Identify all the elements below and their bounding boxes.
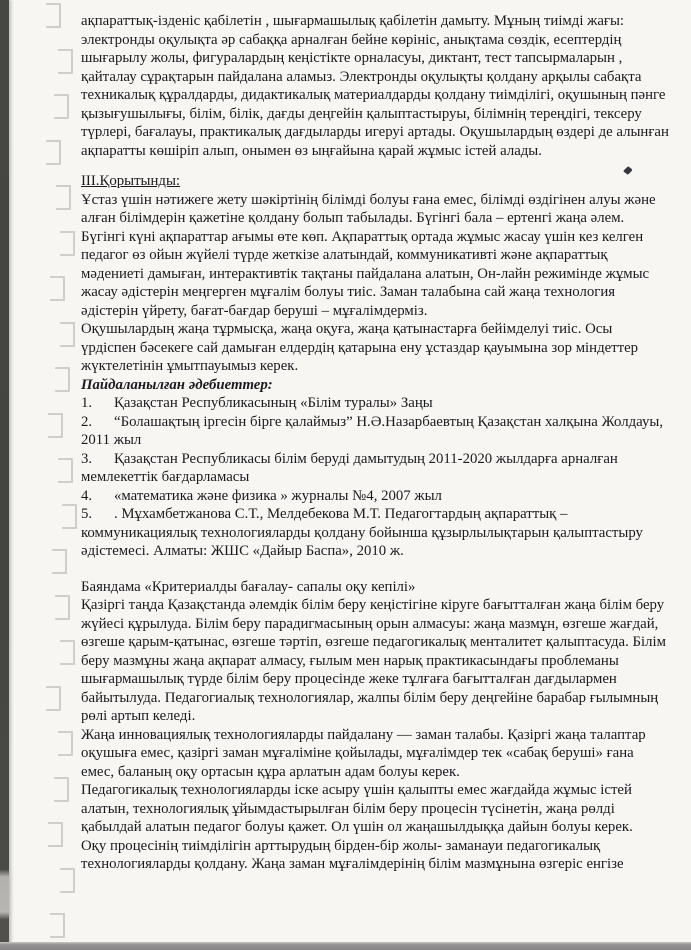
reference-item-2 xyxy=(81,413,670,450)
reference-number: 3. xyxy=(81,450,93,467)
binding-mark xyxy=(48,413,63,438)
section-heading-conclusion: III.Қорытынды: xyxy=(81,173,180,189)
binding-mark xyxy=(60,868,75,893)
reference-text: Қазақстан Республикасының «Білім туралы» Заңы xyxy=(114,395,433,411)
paragraph-conclusion-2: Оқушылардың жаңа тұрмысқа, жаңа оқуға, жаңа қатынастарға бейімделуі тиіс. Осы үрдіспен бәсекеге сай дамыған елдердің қатарына ену ұстаздар қауымына зор міндеттер жүктелетінін ұмытпауымыз керек. xyxy=(81,321,639,374)
binding-mark xyxy=(46,686,61,711)
binding-mark xyxy=(55,367,70,392)
binding-mark xyxy=(46,140,61,165)
reference-number: 2. xyxy=(81,413,93,430)
reference-text: “Болашақтың іргесін бірге қалаймыз” Н.Ә.Назарбаевтың Қазақстан халқына Жолдауы, 2011 жыл xyxy=(81,413,664,448)
binding-mark xyxy=(58,49,73,74)
reference-text: . Мұхамбетжанова С.Т., Мелдебекова М.Т. Педагогтардың ақпараттық – коммуникациялық технологияларды қолдану бойынша құзырлылықтарын қалыптастыру әдістемесі. Алматы: ЖШС «Дайыр Баспа», 2010 ж. xyxy=(81,506,643,559)
binding-mark xyxy=(60,231,75,256)
reference-text: Қазақстан Республикасы білім беруді дамытудың 2011-2020 жылдарға арналған мемлекеттік бағдарламасы xyxy=(81,450,618,485)
binding-mark xyxy=(54,777,69,802)
paragraph-report-2: Жаңа инновациялық технологияларды пайдалану — заман талабы. Қазіргі жаңа талаптар оқушыға емес, қазіргі заман мұғаліміне қойылады, мұғалімдер тек «сабақ беруші» ғана емес, баланың оқу ортасын құра арлатын адам болуы керек. xyxy=(81,726,646,780)
binding-mark xyxy=(50,276,65,301)
report-title: Баяндама «Критериалды бағалау- сапалы оқу кепілі» xyxy=(81,578,416,595)
reference-item-5 xyxy=(81,505,670,561)
references-heading: Пайдаланылған әдебиеттер: xyxy=(81,376,273,393)
binding-mark xyxy=(46,3,61,28)
reference-item-4 xyxy=(81,487,670,506)
binding-mark xyxy=(48,822,63,847)
reference-item-3 xyxy=(81,450,670,487)
binding-mark xyxy=(56,185,71,210)
scan-edge-left xyxy=(0,0,9,950)
binding-mark xyxy=(60,640,75,665)
paragraph-report-4: Оқу процесінің тиімділігін арттырудың бірден-бір жолы- заманауи педагогикалық технологияларды қолдану. Жаңа заман мұғалімдерінің білім мазмұнына өзгеріс енгізе xyxy=(81,837,624,872)
reference-text: «математика және физика » журналы №4, 2007 жыл xyxy=(114,487,442,504)
reference-number: 4. xyxy=(81,487,93,504)
scan-edge-bottom xyxy=(0,942,691,950)
paragraph-report-1: Қазіргі таңда Қазақстанда әлемдік білім беру кеңістігіне кіруге бағытталған жаңа білім беру жүйесі құрылуда. Білім беру парадигмасының орын алмасуы: жаңа мазмұн, өзгеше жағдай, өзгеше қарым-қатынас, өзгеше тәртіп, өзгеше педагогикалық менталитет қалыптасуда. Білім беру мазмұны жаңа ақпарат алмасу, ғылым мен нарық практикасындағы проблеманы шығармашылық түрде білім беру процесінде жеке тұлғаға бағытталған дағдылармен байытылуда. Педагогиалық технологиялар, жалпы білім беру деңгейіне барабар ғылымның рөлі артып келеді. xyxy=(81,597,666,724)
binding-mark xyxy=(60,322,75,347)
binding-mark xyxy=(50,913,65,938)
binding-mark xyxy=(58,458,73,483)
paragraph-report-3: Педагогикалық технологияларды іске асыру үшін қалыпты емес жағдайда жұмыс істей алатын, технологиялық ұйымдастырылған білім беру процесін түсінетін, жаңа рөлді қабылдай алатын педагог болуы қажет. Ол үшін ол жаңашылдыққа дайын болуы керек. xyxy=(81,782,633,835)
reference-item-1 xyxy=(81,394,670,413)
binding-mark xyxy=(62,504,77,529)
binding-mark xyxy=(54,94,69,119)
reference-number: 1. xyxy=(81,395,93,411)
paragraph-intro: ақпараттық-ізденіс қабілетін , шығармашылық қабілетін дамыту. Мұның тиімді жағы: электронды оқулықта әр сабаққа арналған бейне көрініс, анықтама сөздік, есептердің шығарылу жолы, фигуралардың кеңістікте орналасуы, диктант, тест тапсырмаларын , қайталау сұрақтарын пайдалана аламыз. Электронды оқулықты қолдану арқылы сабақта техникалық құралдарды, дидактикалық материалдарды қолдану тиімділігі, оқушының пәнге қызығушылығы, білім, білік, дағды деңгейін қалыптастыруы, білімнің тереңдігі, тексеру түрлері, бағалауы, практикалық дағдыларды игеруі артады. Оқушылардың өздері де алынған ақпаратты көшіріп алып, онымен өз ыңғайына қарай жұмыс істей алады. xyxy=(81,13,669,159)
document-content xyxy=(81,12,670,874)
binding-mark xyxy=(58,731,73,756)
binding-mark xyxy=(52,549,67,574)
paragraph-conclusion-1: Ұстаз үшін нәтижеге жету шәкіртінің білімді болуы ғана емес, білімді өздігінен алуы және алған білімдерін қажетіне қолдану болып табылады. Бүгінгі бала – ертенгі жаңа әлем. Бүгінгі күні ақпараттар ағымы өте көп. Ақпараттық ортада жұмыс жасау үшін кез келген педагог өз ойын жүйелі түрде жеткізе алатындай, коммуникативті және ақпараттық мәдениеті дамыған, интерактивтік тақтаны пайдалана алатын, Он-лайн режимінде жұмыс жасау әдістерін меңгерген мұғалім болуы тиіс. Заман талабына сай жаңа технология әдістерін үйрету, бағат-бағдар беруші – мұғалімдерміз. xyxy=(81,191,656,319)
reference-number: 5. xyxy=(81,506,93,522)
binding-mark xyxy=(55,595,70,620)
